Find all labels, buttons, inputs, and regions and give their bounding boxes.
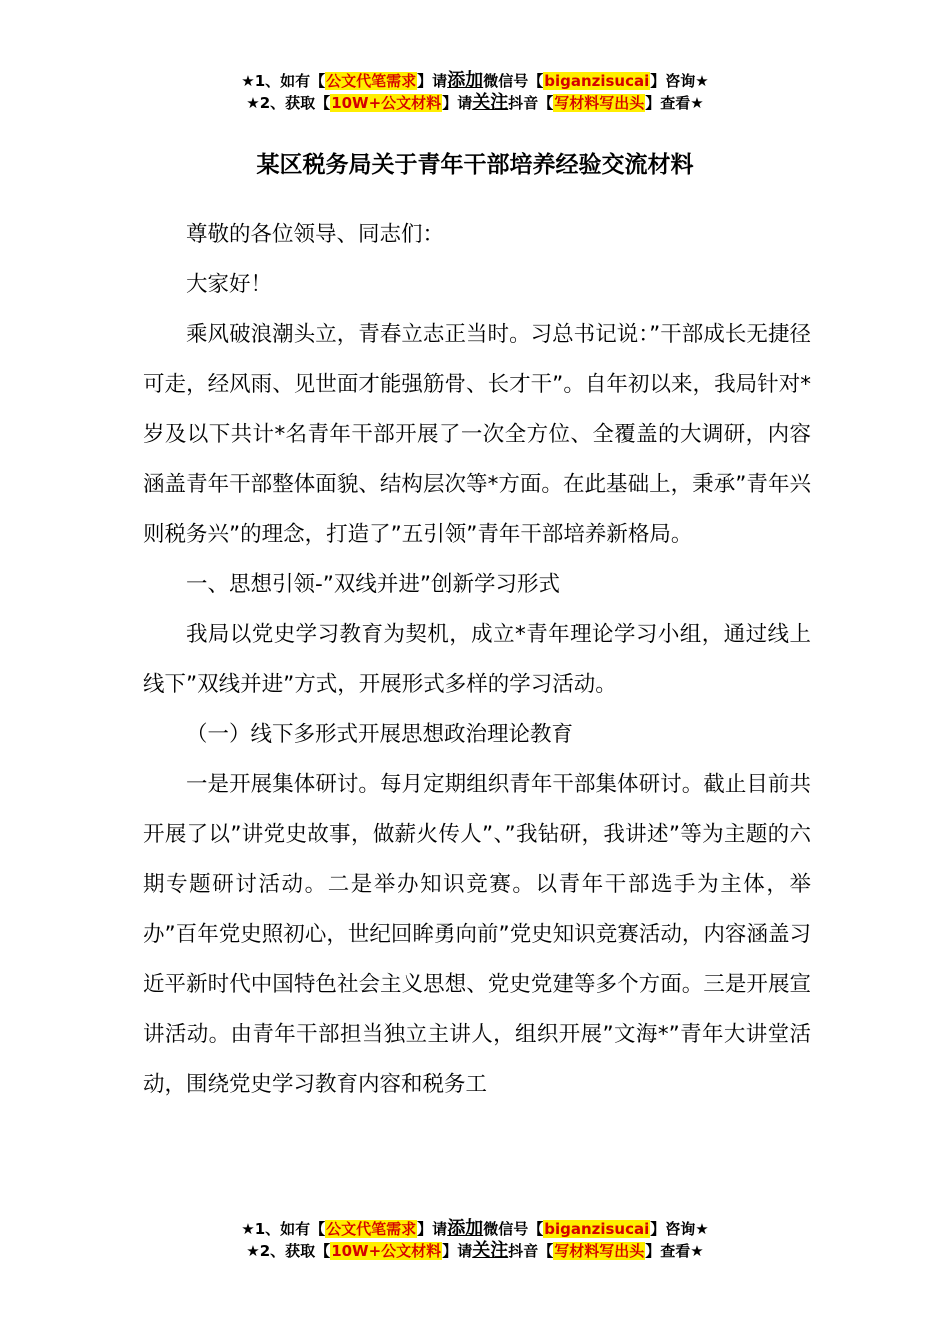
body-paragraph: 我局以党史学习教育为契机，成立*青年理论学习小组，通过线上线下”双线并进”方式，开展形式多样的学习活动。: [143, 622, 811, 697]
banner-text: 】请: [417, 1220, 448, 1238]
banner-text: ★2、获取【: [246, 1242, 331, 1260]
banner-text: 】请: [417, 72, 448, 90]
banner-highlight: biganzisucai: [544, 72, 650, 90]
greeting: 大家好！: [186, 272, 273, 297]
banner-highlight: 公文代笔需求: [326, 1220, 417, 1238]
section-heading: 一、思想引领-”双线并进”创新学习形式: [186, 572, 561, 597]
banner-text: 】咨询★: [650, 1220, 709, 1238]
body-paragraph: 一是开展集体研讨。每月定期组织青年干部集体研讨。截止目前共开展了以”讲党史故事，做薪火传人”、”我钻研，我讲述”等为主题的六期专题研讨活动。二是举办知识竞赛。以青年干部选手为主体，举办”百年党史照初心，世纪回眸勇向前”党史知识竞赛活动，内容涵盖习近平新时代中国特色社会主义思想、党史党建等多个方面。三是开展宣讲活动。由青年干部担当独立主讲人，组织开展”文海*”青年大讲堂活动，围绕党史学习教育内容和税务工: [143, 772, 811, 1097]
banner-emphasis: 添加: [447, 70, 484, 91]
header-banner: [0, 70, 950, 114]
banner-line-2: [0, 92, 950, 114]
banner-text: ★1、如有【: [241, 1220, 326, 1238]
banner-text: 】查看★: [645, 94, 704, 112]
banner-text: 】请: [442, 1242, 473, 1260]
banner-highlight: 写材料写出头: [554, 1242, 645, 1260]
document-body: [143, 210, 811, 1110]
banner-emphasis: 关注: [472, 92, 509, 113]
banner-text: ★1、如有【: [241, 72, 326, 90]
banner-text: 抖音【: [508, 94, 554, 112]
banner-highlight: 写材料写出头: [554, 94, 645, 112]
footer-banner: [0, 1218, 950, 1262]
banner-text: 抖音【: [508, 1242, 554, 1260]
subsection-heading: （一）线下多形式开展思想政治理论教育: [186, 722, 574, 747]
banner-text: 微信号【: [483, 72, 544, 90]
banner-highlight: 10W+公文材料: [331, 94, 442, 112]
banner-highlight: 10W+公文材料: [331, 1242, 442, 1260]
salutation: 尊敬的各位领导、同志们：: [186, 222, 445, 247]
banner-line-1: [0, 1218, 950, 1240]
document-title: 某区税务局关于青年干部培养经验交流材料: [256, 152, 694, 178]
banner-text: 】查看★: [645, 1242, 704, 1260]
banner-highlight: 公文代笔需求: [326, 72, 417, 90]
banner-highlight: biganzisucai: [544, 1220, 650, 1238]
banner-text: ★2、获取【: [246, 94, 331, 112]
body-paragraph: 乘风破浪潮头立，青春立志正当时。习总书记说：”干部成长无捷径可走，经风雨、见世面才能强筋骨、长才干”。自年初以来，我局针对*岁及以下共计*名青年干部开展了一次全方位、全覆盖的大调研，内容涵盖青年干部整体面貌、结构层次等*方面。在此基础上，秉承”青年兴则税务兴”的理念，打造了”五引领”青年干部培养新格局。: [143, 322, 811, 547]
banner-line-1: [0, 70, 950, 92]
banner-emphasis: 添加: [447, 1218, 484, 1239]
banner-text: 】咨询★: [650, 72, 709, 90]
banner-text: 】请: [442, 94, 473, 112]
banner-line-2: [0, 1240, 950, 1262]
banner-text: 微信号【: [483, 1220, 544, 1238]
banner-emphasis: 关注: [472, 1240, 509, 1261]
